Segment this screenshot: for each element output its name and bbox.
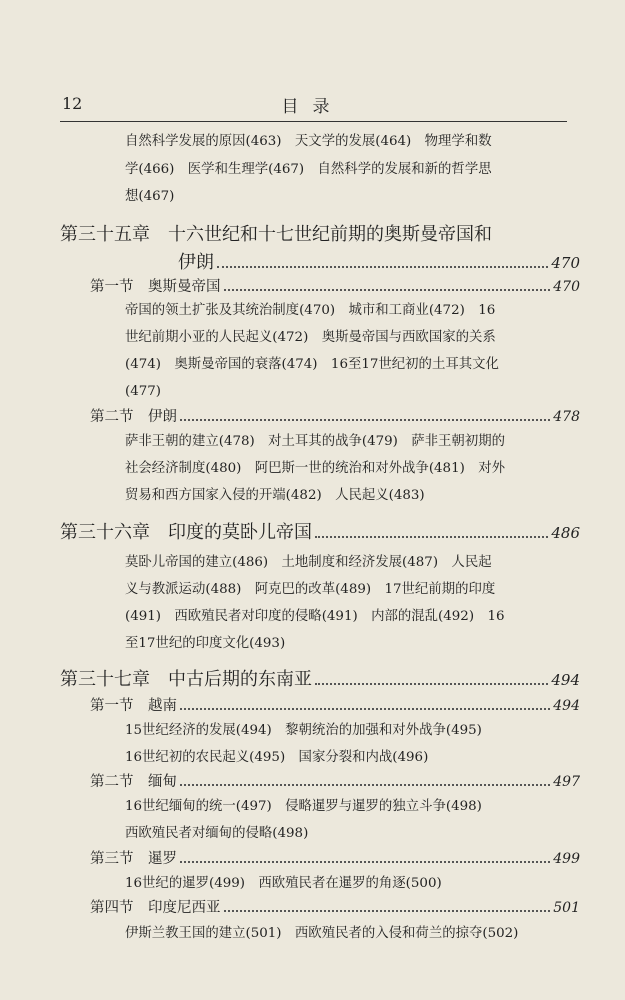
toc-line: (474) 奥斯曼帝国的衰落(474) 16至17世纪初的土耳其文化: [125, 357, 499, 372]
toc-line: 西欧殖民者对缅甸的侵略(498): [125, 826, 309, 841]
toc-line: 义与教派运动(488) 阿克巴的改革(489) 17世纪前期的印度: [125, 582, 496, 597]
chapter-36-entry[interactable]: [60, 519, 580, 547]
toc-line: 16世纪缅甸的统一(497) 侵略暹罗与暹罗的独立斗争(498): [125, 799, 482, 814]
toc-line: 16世纪的暹罗(499) 西欧殖民者在暹罗的角逐(500): [125, 876, 442, 891]
running-header: [60, 94, 565, 120]
section-entry[interactable]: [90, 897, 580, 919]
toc-line: 贸易和西方国家入侵的开端(482) 人民起义(483): [125, 488, 425, 503]
section-page: 494: [553, 698, 580, 714]
page-number: 12: [62, 94, 83, 113]
section-page: 499: [553, 851, 580, 867]
chapter-35-title-line-2[interactable]: [178, 249, 580, 277]
running-title: 目录: [281, 97, 344, 117]
toc-line: 社会经济制度(480) 阿巴斯一世的统治和对外战争(481) 对外: [125, 461, 505, 476]
dot-leader: [315, 683, 548, 685]
section-title: 第四节 印度尼西亚: [90, 900, 221, 916]
section-title: 第一节 越南: [90, 698, 177, 714]
chapter-37-title: 第三十七章 中古后期的东南亚: [60, 669, 312, 690]
section-page: 478: [553, 409, 580, 425]
toc-line: (491) 西欧殖民者对印度的侵略(491) 内部的混乱(492) 16: [125, 609, 505, 624]
toc-line: 学(466) 医学和生理学(467) 自然科学的发展和新的哲学思: [125, 162, 492, 177]
toc-line: 想(467): [125, 189, 175, 204]
toc-line: 15世纪经济的发展(494) 黎朝统治的加强和对外战争(495): [125, 723, 482, 738]
section-page: 470: [553, 279, 580, 295]
dot-leader: [224, 289, 551, 291]
dot-leader: [217, 266, 548, 268]
dot-leader: [180, 419, 550, 421]
toc-line: 自然科学发展的原因(463) 天文学的发展(464) 物理学和数: [125, 134, 492, 149]
section-entry[interactable]: [90, 406, 580, 428]
chapter-35-title-line-1[interactable]: 第三十五章 十六世纪和十七世纪前期的奥斯曼帝国和: [60, 224, 492, 245]
section-title: 第一节 奥斯曼帝国: [90, 279, 221, 295]
toc-line: 至17世纪的印度文化(493): [125, 636, 286, 651]
section-entry[interactable]: [90, 695, 580, 717]
section-entry[interactable]: [90, 771, 580, 793]
header-rule: [60, 121, 567, 122]
dot-leader: [180, 708, 550, 710]
toc-line: 莫卧儿帝国的建立(486) 土地制度和经济发展(487) 人民起: [125, 555, 492, 570]
toc-line: 世纪前期小亚的人民起义(472) 奥斯曼帝国与西欧国家的关系: [125, 330, 496, 345]
dot-leader: [180, 861, 550, 863]
toc-line: (477): [125, 384, 162, 399]
toc-line: 帝国的领土扩张及其统治制度(470) 城市和工商业(472) 16: [125, 303, 496, 318]
toc-line: 伊斯兰教王国的建立(501) 西欧殖民者的入侵和荷兰的掠夺(502): [125, 926, 519, 941]
toc-line: 萨非王朝的建立(478) 对土耳其的战争(479) 萨非王朝初期的: [125, 434, 505, 449]
section-page: 497: [553, 774, 580, 790]
section-entry[interactable]: [90, 276, 580, 298]
section-page: 501: [553, 900, 580, 916]
chapter-36-title: 第三十六章 印度的莫卧儿帝国: [60, 522, 312, 543]
section-title: 第三节 暹罗: [90, 851, 177, 867]
chapter-35-title-tail: 伊朗: [178, 252, 214, 273]
chapter-35-page: 470: [551, 254, 580, 272]
toc-line: 16世纪初的农民起义(495) 国家分裂和内战(496): [125, 750, 429, 765]
dot-leader: [315, 536, 548, 538]
chapter-36-page: 486: [551, 524, 580, 542]
dot-leader: [224, 910, 551, 912]
dot-leader: [180, 784, 550, 786]
section-title: 第二节 伊朗: [90, 409, 177, 425]
section-title: 第二节 缅甸: [90, 774, 177, 790]
chapter-37-entry[interactable]: [60, 666, 580, 694]
chapter-37-page: 494: [551, 671, 580, 689]
section-entry[interactable]: [90, 848, 580, 870]
